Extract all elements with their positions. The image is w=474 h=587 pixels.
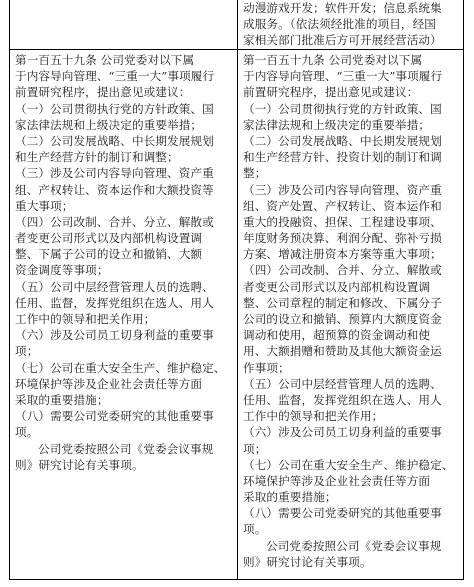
text-line: 用、大额捐赠和赞助及其他大额资金运 — [243, 344, 442, 359]
text-line: 整； — [243, 166, 267, 181]
text-line: （一）公司贯彻执行党的方针政策、国 — [15, 101, 214, 116]
text-line: 者变更公司形式以及内部机构设置调 — [15, 231, 203, 246]
text-line: 动漫游戏开发；软件开发；信息系统集 — [243, 1, 442, 15]
article-heading-line: 第一百五十九条 公司党委对以下属 — [243, 53, 423, 67]
text-line: 调动和使用，超预算的资金调动和使 — [243, 328, 431, 343]
text-line: 任用、监督，发挥党组织在选人、用人 — [243, 392, 442, 407]
text-line: 于内容导向管理、“三重一大”事项履行 — [15, 69, 215, 84]
text-line: 公司党委按照公司《党委会议事规 — [38, 441, 214, 456]
text-line: 方案、增减注册资本方案等重大事项； — [243, 247, 442, 262]
text-line: （一）公司贯彻执行党的方针政策、国 — [243, 101, 442, 116]
article-heading-line: 第一百五十九条 公司党委对以下属 — [15, 53, 195, 67]
text-line: （七）公司在重大安全生产、维护稳定、 — [243, 457, 454, 472]
text-line: （五）公司中层经营管理人员的选聘、 — [243, 376, 442, 391]
column-divider — [237, 0, 238, 580]
text-line: 作事项； — [243, 360, 290, 375]
text-line: 前置研究程序，提出意见或建议： — [243, 85, 419, 100]
text-line: 项。 — [15, 425, 39, 440]
text-line: 于内容导向管理、“三重一大”事项履行 — [243, 69, 443, 84]
text-line: 项。 — [243, 522, 267, 537]
text-line: （四）公司改制、合并、分立、解散或 — [243, 263, 442, 278]
text-line: 重大的投融资、担保、工程建设事项、 — [243, 214, 442, 229]
text-line: （六）涉及公司员工切身利益的重要事 — [243, 425, 442, 440]
text-line: 年度财务预决算、利润分配、弥补亏损 — [243, 231, 442, 246]
text-line: 工作中的领导和把关作用； — [15, 312, 156, 326]
text-line: 重大事项； — [15, 198, 74, 213]
text-line: 整、下属子公司的设立和撤销、大额 — [15, 247, 203, 262]
text-line: 环境保护等涉及企业社会责任等方面 — [15, 376, 203, 391]
text-line: （三）涉及公司内容导向管理、资产重 — [243, 182, 442, 197]
text-line: （二）公司发展战略、中长期发展规划 — [15, 133, 214, 148]
text-line: （四）公司改制、合并、分立、解散或 — [15, 214, 214, 229]
text-line: 组、资产处置、产权转让、资本运作和 — [243, 198, 442, 213]
text-line: 资金调度等事项； — [15, 263, 109, 278]
text-line: 环境保护等涉及企业社会责任等方面 — [243, 473, 431, 488]
text-line: 和生产经营方针、投资计划的制订和调 — [243, 150, 442, 165]
text-line: （六）涉及公司员工切身利益的重要事 — [15, 328, 214, 343]
text-line: 则》研究讨论有关事项。 — [15, 457, 144, 472]
left-column-cell — [15, 52, 226, 473]
text-line: （八）需要公司党委研究的其他重要事 — [15, 409, 214, 424]
text-line: 采取的重要措施； — [243, 490, 337, 505]
text-line: 项； — [243, 441, 267, 456]
text-line: 和生产经营方针的制订和调整； — [15, 150, 179, 165]
text-line: 者变更公司形式以及内部机构设置调 — [243, 279, 431, 294]
right-column-cell — [243, 52, 454, 570]
text-line: 采取的重要措施； — [15, 392, 109, 407]
text-line: 任用、监督，发挥党组织在选人、用人 — [15, 295, 214, 310]
text-line: 家法律法规和上级决定的重要举措； — [15, 117, 203, 132]
text-line: 则》研究讨论有关事项。 — [243, 554, 372, 569]
text-line: 公司的设立和撤销、预算内大额度资金 — [243, 312, 442, 326]
top-right-cell — [243, 0, 442, 49]
text-line: （二）公司发展战略、中长期发展规划 — [243, 133, 442, 148]
text-line: 工作中的领导和把关作用； — [243, 409, 384, 424]
row-divider — [9, 49, 464, 50]
text-line: 成服务。（依法须经批准的项目，经国 — [243, 17, 436, 32]
text-line: 家相关部门批准后方可开展经营活动） — [243, 33, 442, 48]
text-line: （七）公司在重大安全生产、维护稳定、 — [15, 360, 226, 375]
text-line: 整、公司章程的制定和修改、下属分子 — [243, 295, 442, 310]
text-line: 家法律法规和上级决定的重要举措； — [243, 117, 431, 132]
text-line: （三）涉及公司内容导向管理、资产重 — [15, 166, 214, 181]
text-line: （八）需要公司党委研究的其他重要事 — [243, 506, 442, 521]
text-line: 组、产权转让、资本运作和大额投资等 — [15, 182, 214, 197]
text-line: 前置研究程序，提出意见或建议： — [15, 85, 191, 100]
text-line: （五）公司中层经营管理人员的选聘、 — [15, 279, 214, 294]
text-line: 公司党委按照公司《党委会议事规 — [266, 538, 442, 553]
text-line: 项； — [15, 344, 39, 359]
